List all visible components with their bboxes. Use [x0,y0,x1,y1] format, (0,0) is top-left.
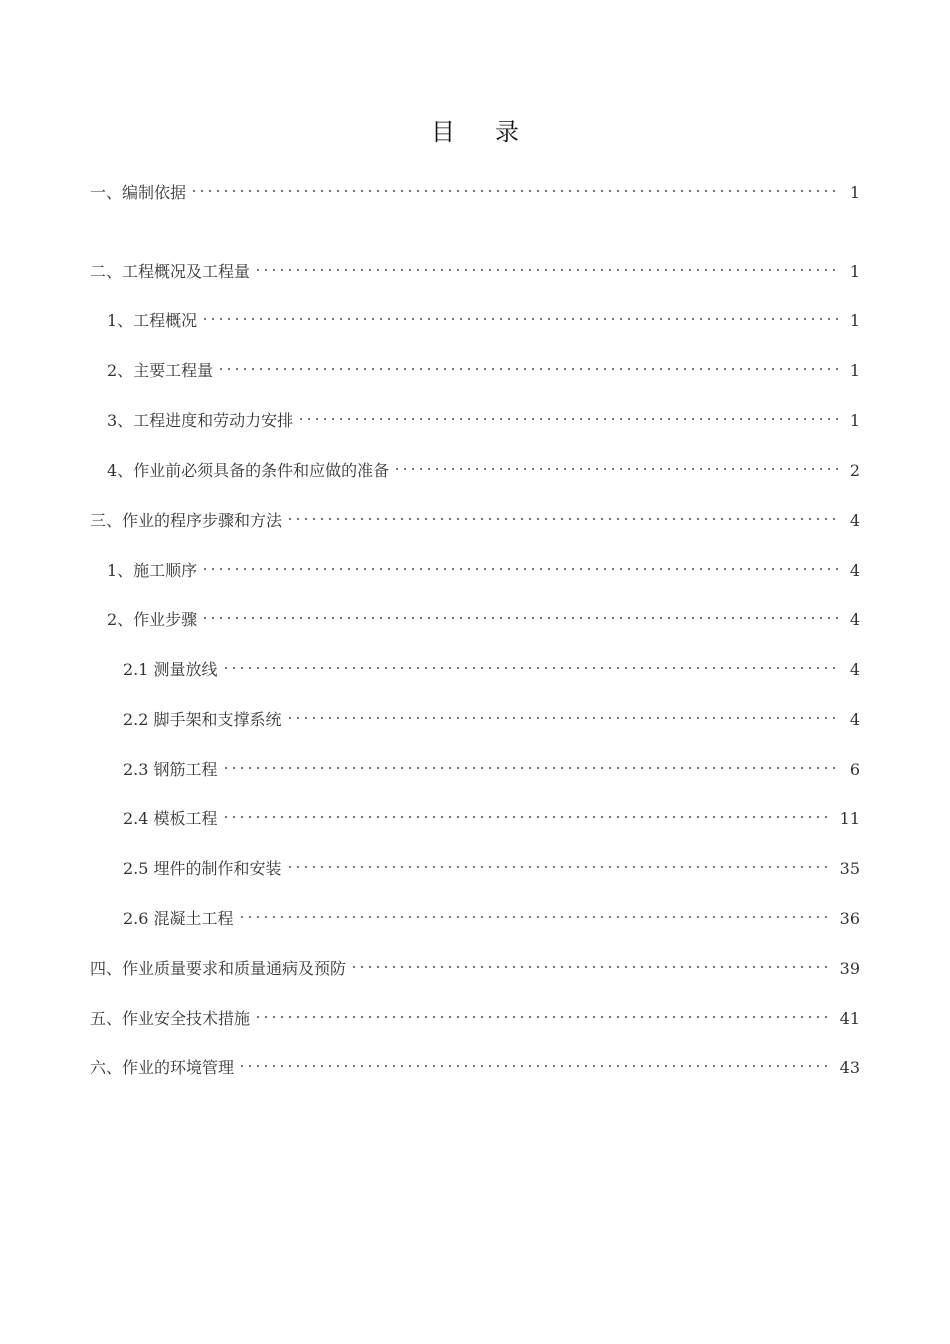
toc-entry-label: 2.4 模板工程 [123,809,218,828]
toc-entry-label: 2.5 埋件的制作和安装 [123,859,282,878]
dot-leader [350,950,832,974]
toc-entry[interactable] [123,850,860,878]
toc-title-char-1: 目 [431,118,455,146]
toc-entry-page-number: 2 [849,461,860,480]
toc-entry-page-number: 1 [849,411,860,430]
dot-leader [238,1049,832,1073]
toc-entry-page-number: 6 [849,760,860,779]
toc-entry-label: 2.1 测量放线 [123,660,218,679]
toc-entry-label: 四、作业质量要求和质量通病及预防 [90,959,347,978]
dot-leader [222,800,832,824]
toc-entry[interactable] [107,452,860,480]
toc-entry-page-number: 4 [849,710,860,729]
toc-entry[interactable] [90,174,860,202]
toc-title [0,112,950,147]
toc-entry-page-number: 4 [849,610,860,629]
toc-entry-page-number: 4 [849,561,860,580]
toc-entry-page-number: 1 [849,311,860,330]
toc-entry-page-number: 4 [849,511,860,530]
toc-entry-page-number: 35 [839,859,860,878]
toc-entry-label: 三、作业的程序步骤和方法 [90,511,283,530]
toc-entry[interactable] [123,701,860,729]
toc-entry-label: 3、工程进度和劳动力安排 [107,411,294,430]
toc-entry-label: 1、工程概况 [107,311,198,330]
toc-entry-page-number: 11 [839,809,860,828]
toc-entry-label: 2.6 混凝土工程 [123,909,234,928]
toc-entry[interactable] [107,552,860,580]
toc-entry-page-number: 1 [849,183,860,202]
dot-leader [201,601,840,625]
toc-entry-page-number: 1 [849,361,860,380]
toc-entry[interactable] [107,352,860,380]
dot-leader [201,552,840,576]
dot-leader [238,900,832,924]
toc-entry[interactable] [123,651,860,679]
toc-entry-page-number: 41 [839,1009,860,1028]
toc-entry-label: 2.3 钢筋工程 [123,760,218,779]
toc-entry[interactable] [90,950,860,978]
dot-leader [217,352,840,376]
toc-entry-label: 二、工程概况及工程量 [90,262,251,281]
toc-entry[interactable] [90,1049,860,1077]
toc-entry-page-number: 39 [839,959,860,978]
dot-leader [286,850,832,874]
toc-entry[interactable] [90,1000,860,1028]
toc-entry[interactable] [123,800,860,828]
dot-leader [393,452,840,476]
toc-entry[interactable] [123,900,860,928]
toc-entry[interactable] [90,253,860,281]
dot-leader [190,174,840,198]
dot-leader [222,751,840,775]
toc-entry[interactable] [107,402,860,430]
toc-entry-label: 2、主要工程量 [107,361,214,380]
toc-entry[interactable] [90,502,860,530]
dot-leader [254,253,840,277]
dot-leader [201,302,840,326]
toc-title-char-2: 录 [495,118,519,146]
toc-entry[interactable] [123,751,860,779]
toc-entry-label: 2、作业步骤 [107,610,198,629]
toc-entry[interactable] [107,302,860,330]
toc-entry-label: 2.2 脚手架和支撑系统 [123,710,282,729]
toc-entry-label: 4、作业前必须具备的条件和应做的准备 [107,461,390,480]
toc-entry-label: 1、施工顺序 [107,561,198,580]
dot-leader [297,402,840,426]
toc-entry-label: 六、作业的环境管理 [90,1058,235,1077]
toc-entry-page-number: 43 [839,1058,860,1077]
toc-entry-label: 五、作业安全技术措施 [90,1009,251,1028]
dot-leader [254,1000,832,1024]
dot-leader [222,651,840,675]
dot-leader [286,701,840,725]
toc-entry-page-number: 36 [839,909,860,928]
toc-entry-page-number: 1 [849,262,860,281]
dot-leader [286,502,840,526]
toc-entry-page-number: 4 [849,660,860,679]
toc-entry[interactable] [107,601,860,629]
toc-entry-label: 一、编制依据 [90,183,187,202]
